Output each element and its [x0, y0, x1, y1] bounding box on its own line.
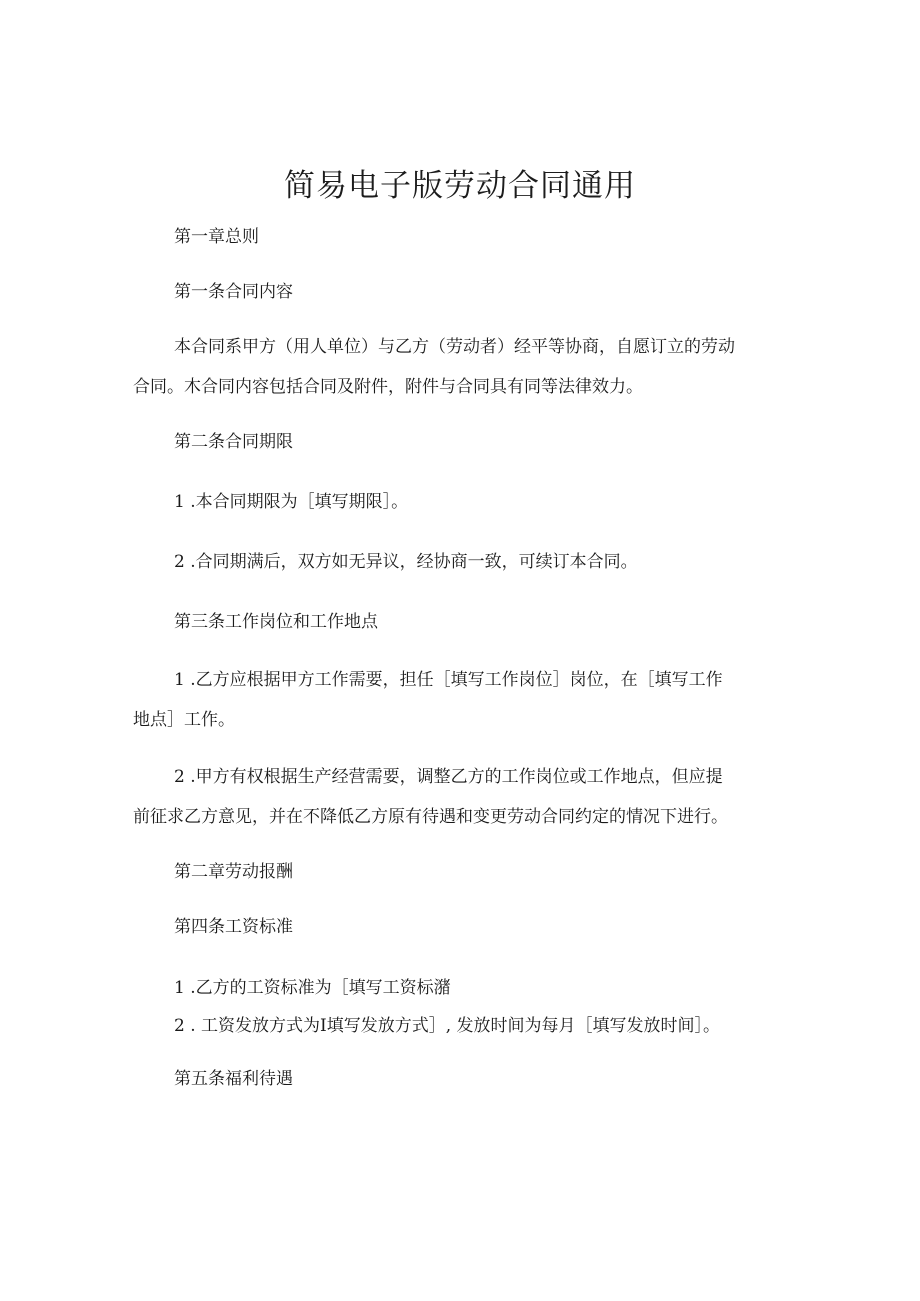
article-heading-1: 第一条合同内容	[174, 282, 293, 302]
article-1-text-line-1: 本合同系甲方（用人单位）与乙方（劳动者）经平等协商，自愿订立的劳动	[174, 337, 735, 357]
article-heading-4: 第四条工资标准	[174, 917, 293, 937]
article-1-text-line-2: 合同。木合同内容包括合同及附件，附件与合同具有同等法律效力。	[133, 377, 643, 397]
article-2-item-2: 2 .合同期满后，双方如无异议，经协商一致，可续订本合同。	[174, 552, 638, 572]
chapter-heading-1: 第一章总则	[174, 227, 259, 247]
article-3-item-1-line-1: 1 .乙方应根据甲方工作需要，担任［填写工作岗位］岗位，在［填写工作	[174, 670, 723, 690]
chapter-heading-2: 第二章劳动报酬	[174, 862, 293, 882]
article-4-item-2: 2 . 工资发放方式为I填写发放方式］, 发放时间为每月［填写发放时间］。	[174, 1016, 721, 1036]
document-title: 简易电子版劳动合同通用	[284, 168, 636, 204]
article-3-item-1-line-2: 地点］工作。	[133, 710, 235, 730]
article-heading-2: 第二条合同期限	[174, 432, 293, 452]
article-2-item-1: 1 .本合同期限为［填写期限］。	[174, 492, 409, 512]
article-3-item-2-line-1: 2 .甲方有权根据生产经营需要，调整乙方的工作岗位或工作地点，但应提	[174, 767, 723, 787]
article-heading-5: 第五条福利待遇	[174, 1069, 293, 1089]
article-heading-3: 第三条工作岗位和工作地点	[174, 612, 378, 632]
article-3-item-2-line-2: 前征求乙方意见，并在不降低乙方原有待遇和变更劳动合同约定的情况下进行。	[133, 807, 728, 827]
article-4-item-1: 1 .乙方的工资标准为［填写工资标潴	[174, 978, 451, 998]
